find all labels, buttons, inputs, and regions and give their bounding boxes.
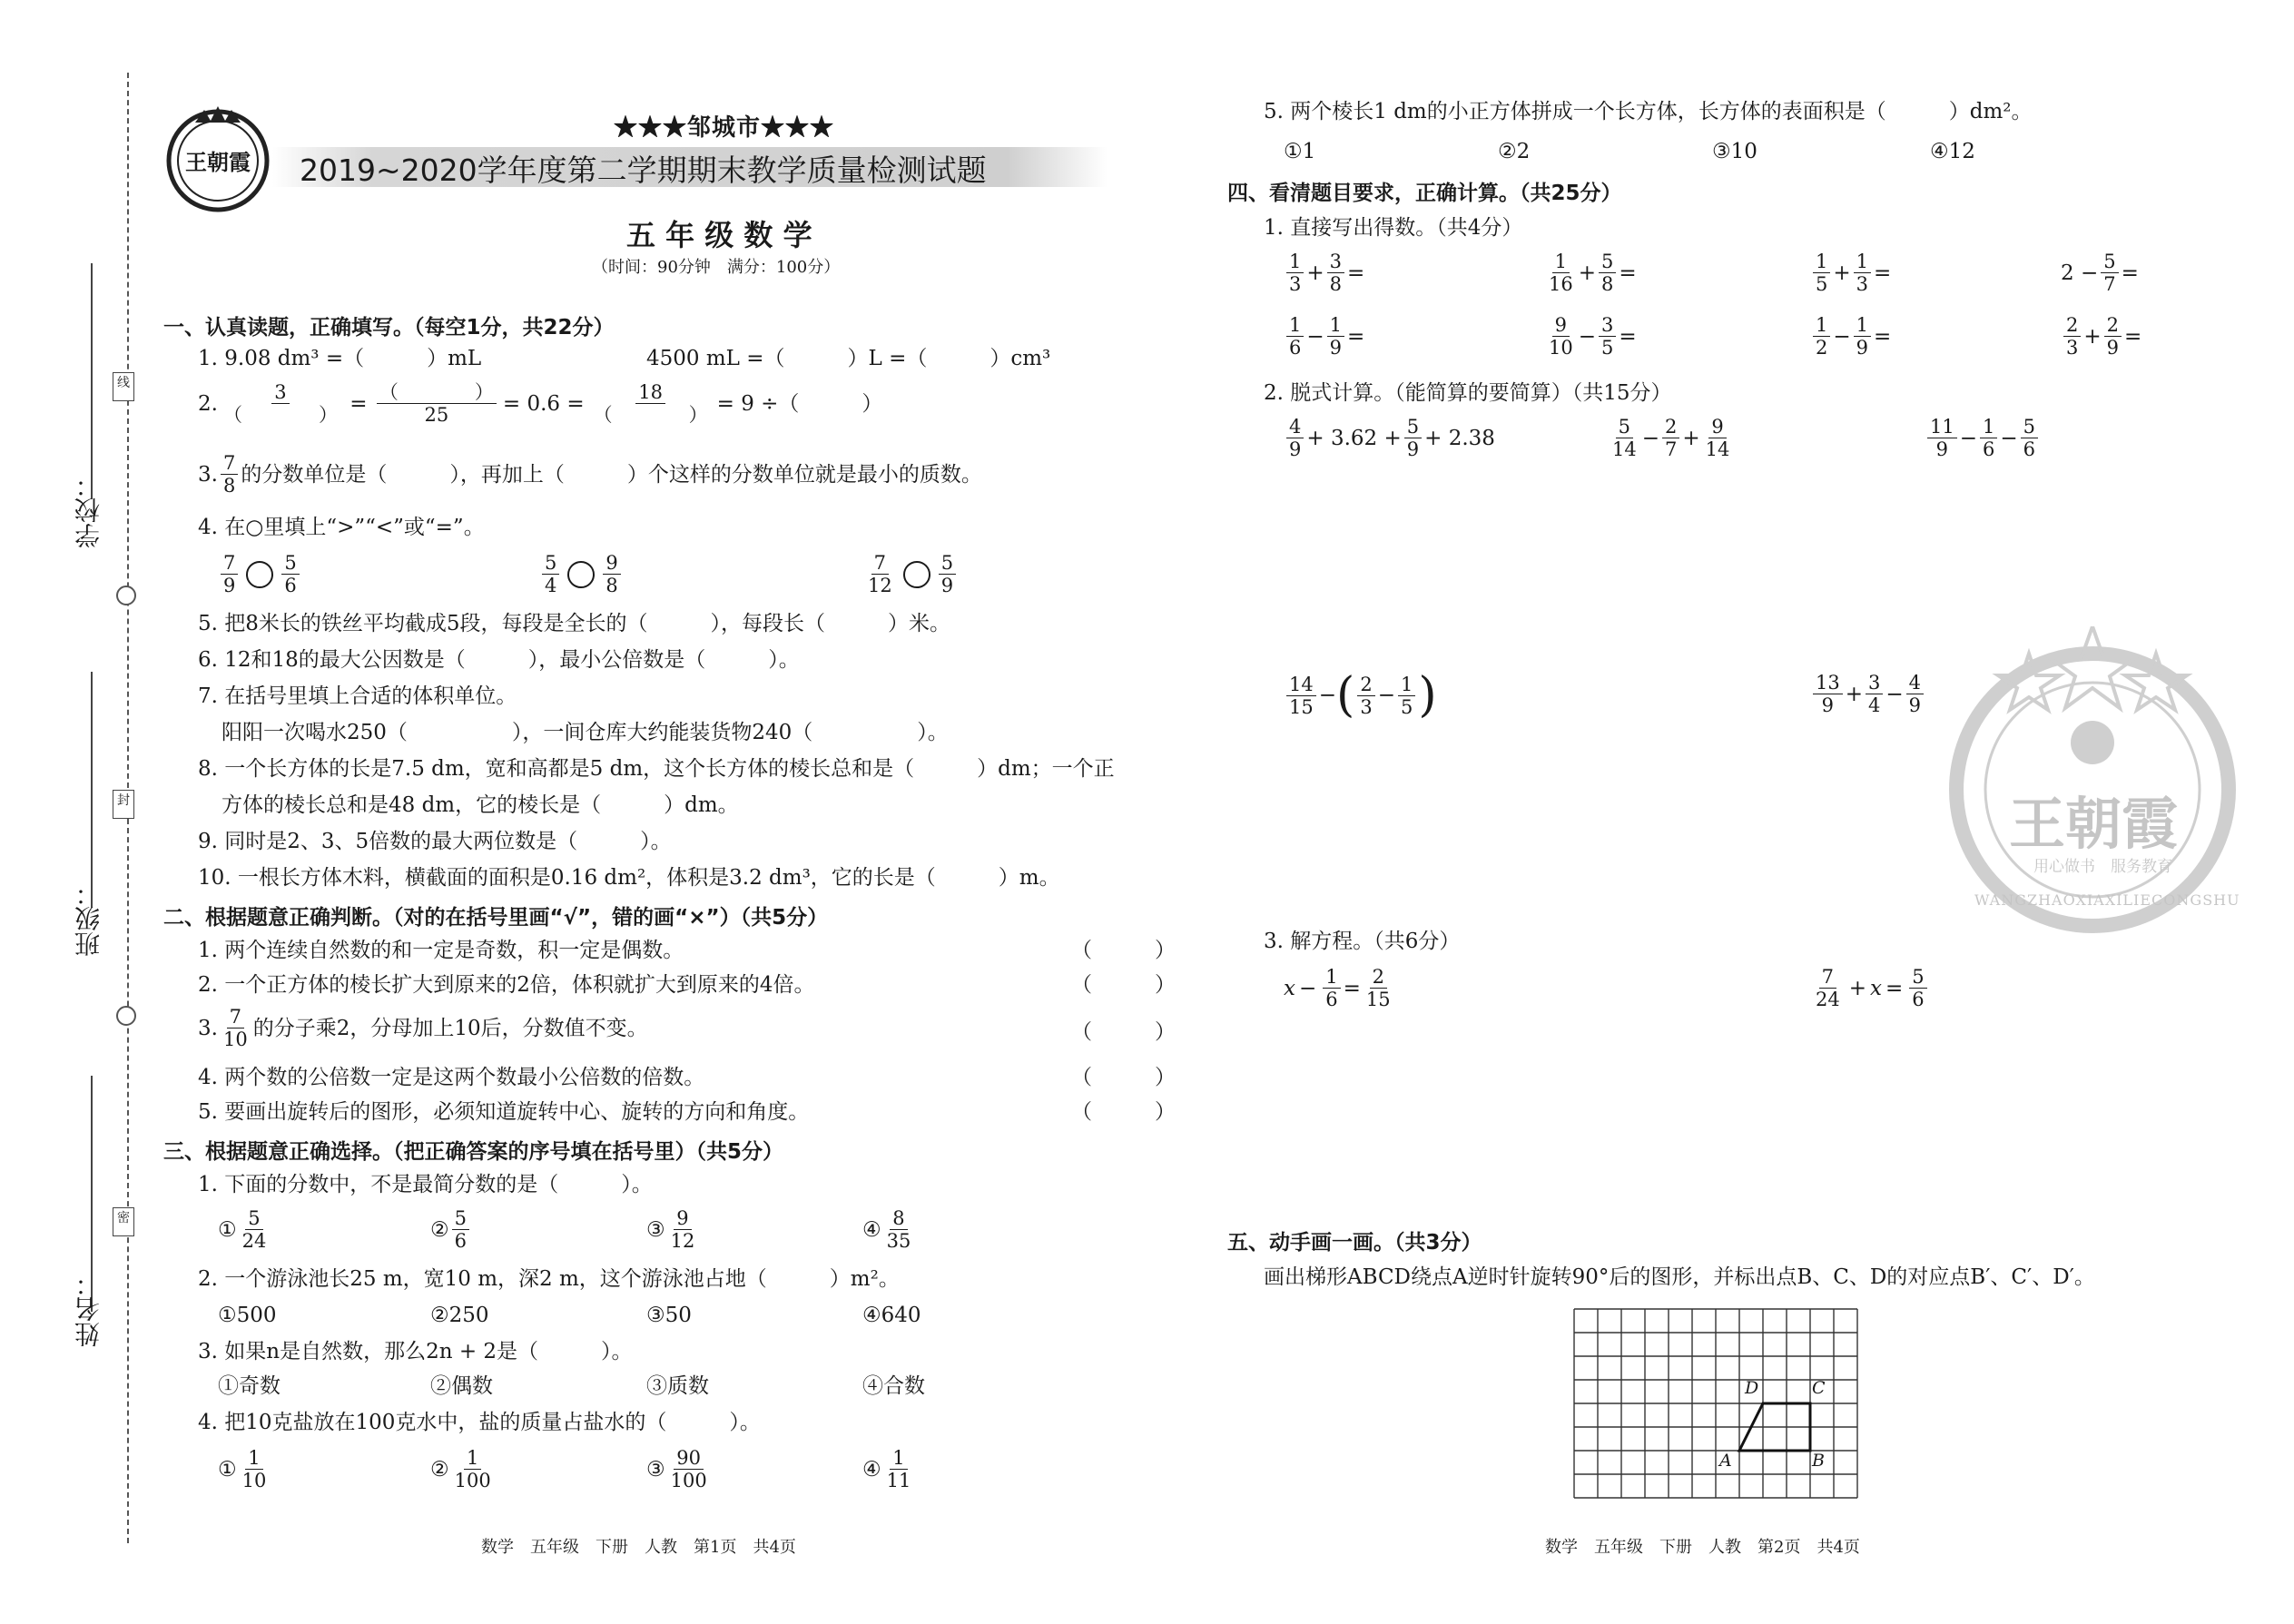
- op: +: [1682, 426, 1700, 450]
- header-city: ★★★邹城市★★★: [614, 114, 835, 142]
- s3-q3-opt-4[interactable]: ④合数: [862, 1374, 925, 1398]
- opt-mark: ③: [646, 1217, 665, 1242]
- s1-q1a: 1. 9.08 dm³ =（ ）mL: [198, 347, 482, 370]
- s1-q4-item-1: [218, 552, 302, 596]
- op: −: [1833, 324, 1851, 349]
- den: 11: [886, 1470, 911, 1491]
- seal-box-mi: 密: [113, 1207, 134, 1236]
- s5-instruction: 画出梯形ABCD绕点A逆时针旋转90°后的图形，并标出点B、C、D的对应点B′、C′、D′。: [1264, 1265, 2095, 1289]
- exam-subject: 五 年 级 数 学: [626, 218, 812, 252]
- s2-q3-bracket[interactable]: （ ）: [1071, 1020, 1176, 1044]
- den: 100: [670, 1470, 707, 1491]
- op: −: [1578, 324, 1597, 349]
- watermark-ring-text: WANGZHAOXIAXILIECONGSHU: [1974, 891, 2240, 909]
- s3-q4-opt-4[interactable]: [862, 1447, 916, 1491]
- num: 9: [674, 1207, 691, 1230]
- num: 5: [245, 1207, 262, 1230]
- op: +: [1845, 682, 1864, 706]
- opt-mark: ②: [430, 1217, 449, 1242]
- s3-q2-opt-3[interactable]: ③50: [646, 1304, 692, 1327]
- section-1-title: 一、认真读题，正确填写。（每空1分，共22分）: [163, 316, 615, 340]
- s1-q7: 7. 在括号里填上合适的体积单位。: [198, 684, 517, 708]
- s2-q4: 4. 两个数的公倍数一定是这两个数最小公倍数的倍数。: [198, 1066, 705, 1089]
- s2-q5-bracket[interactable]: （ ）: [1071, 1100, 1176, 1124]
- point-label-a: A: [1719, 1451, 1732, 1471]
- section-3-title: 三、根据题意正确选择。（把正确答案的序号填在括号里）（共5分）: [163, 1140, 784, 1164]
- exam-meta: （时间：90分钟 满分：100分）: [592, 258, 841, 277]
- s3-q5-opt-4[interactable]: ④12: [1930, 140, 1975, 163]
- den: 35: [886, 1230, 911, 1252]
- num: 3: [271, 381, 289, 404]
- den: 4: [545, 575, 557, 596]
- op: −: [2000, 426, 2018, 450]
- opt-mark: ②: [430, 1457, 449, 1481]
- step-calc-5: $\frac{13}{9}$ + $\frac{3}{4}$ − $\frac{4}{9}$: [1810, 672, 1926, 716]
- binding-hole-icon: [116, 1006, 136, 1026]
- footer-left: 数学 五年级 下册 人教 第1页 共4页: [481, 1538, 796, 1557]
- op: −: [1641, 426, 1660, 450]
- opt-mark: ④: [862, 1217, 881, 1242]
- op: =: [1347, 324, 1365, 349]
- num: 1: [464, 1447, 481, 1470]
- num: 7: [227, 1006, 244, 1029]
- op: −: [1959, 426, 1978, 450]
- s1-q2-frac2: [377, 381, 497, 426]
- s1-q2-frac1: [221, 381, 340, 426]
- num: 9: [603, 552, 620, 575]
- op: ): [1418, 668, 1437, 723]
- s1-q6: 6. 12和18的最大公因数是（ ），最小公倍数是（ ）。: [198, 648, 800, 672]
- s2-q1: 1. 两个连续自然数的和一定是奇数，积一定是偶数。: [198, 939, 684, 962]
- op: =: [2121, 261, 2139, 285]
- op: + 2.38: [1424, 426, 1495, 450]
- den: 6: [454, 1230, 467, 1252]
- point-label-b: B: [1812, 1451, 1825, 1471]
- op: −: [1377, 684, 1395, 707]
- s1-q2-mid: = 0.6 =: [502, 391, 585, 416]
- op: −: [1298, 976, 1317, 1000]
- den: 100: [454, 1470, 491, 1491]
- s3-q3-opt-3[interactable]: ③质数: [646, 1374, 709, 1398]
- calc-8: $\frac{2}{3}$ + $\frac{2}{9}$ =: [2061, 314, 2141, 359]
- calc-7: $\frac{1}{2}$ − $\frac{1}{9}$ =: [1810, 314, 1891, 359]
- s3-q1-opt-1[interactable]: [218, 1207, 271, 1252]
- s1-q2-tail: = 9 ÷（ ）: [716, 391, 883, 416]
- op: =: [1619, 324, 1637, 349]
- s2-q3-prefix: 3.: [198, 1016, 218, 1040]
- den: 24: [241, 1230, 267, 1252]
- calc-3: $\frac{1}{5}$ + $\frac{1}{3}$ =: [1810, 251, 1891, 295]
- var-x: x: [1284, 976, 1295, 1000]
- op: =: [2124, 324, 2142, 349]
- num: 5: [281, 552, 299, 575]
- calc-4: 2 − $\frac{5}{7}$ =: [2061, 251, 2139, 295]
- den: 12: [868, 575, 892, 596]
- s1-q2-frac3: [591, 381, 711, 426]
- compare-circle-icon[interactable]: [903, 561, 930, 588]
- seal-box-feng: 封: [113, 790, 134, 819]
- step-calc-3: $\frac{11}{9}$ − $\frac{1}{6}$ − $\frac{5}{6}$: [1925, 416, 2041, 460]
- s3-q4-opt-3[interactable]: [646, 1447, 713, 1491]
- op: −: [1318, 684, 1337, 707]
- s1-q8b: 方体的棱长总和是48 dm，它的棱长是（ ）dm。: [222, 793, 739, 817]
- opt-mark: ①: [218, 1217, 237, 1242]
- opt-mark: ③: [646, 1457, 665, 1481]
- step-calc-2: $\frac{5}{14}$ − $\frac{2}{7}$ + $\frac{9}{14}$: [1612, 416, 1730, 460]
- s1-q1b: 4500 mL =（ ）L =（ ）cm³: [646, 347, 1051, 370]
- footer-right: 数学 五年级 下册 人教 第2页 共4页: [1545, 1538, 1860, 1557]
- step-calc-4: $\frac{14}{15}$ − ( $\frac{2}{3}$ − $\frac{1}{5}$ ): [1284, 672, 1437, 719]
- equation-2: $\frac{7}{24}$ + x = $\frac{5}{6}$: [1810, 966, 1930, 1010]
- s1-q10: 10. 一根长方体木料，横截面的面积是0.16 dm²，体积是3.2 dm³，它的长是（ ）m。: [198, 866, 1060, 890]
- op: =: [1343, 976, 1361, 1000]
- op: −: [1885, 682, 1904, 706]
- op: =: [1885, 976, 1904, 1000]
- s2-q2-bracket[interactable]: （ ）: [1071, 973, 1176, 997]
- den: 10: [241, 1470, 267, 1491]
- num: 7: [871, 552, 889, 575]
- den: 12: [670, 1230, 695, 1252]
- s3-q2-opt-2[interactable]: ②250: [430, 1304, 489, 1327]
- s3-q4-opt-2[interactable]: [430, 1447, 497, 1491]
- s1-q3-text: 的分数单位是（ ），再加上（ ）个这样的分数单位就是最小的质数。: [241, 462, 982, 487]
- s1-q5: 5. 把8米长的铁丝平均截成5段，每段是全长的（ ），每段长（ ）米。: [198, 612, 951, 635]
- watermark-slogan: 用心做书 服务教育: [2033, 858, 2172, 876]
- den: （ ）: [593, 404, 708, 426]
- s2-q5: 5. 要画出旋转后的图形，必须知道旋转中心、旋转的方向和角度。: [198, 1100, 810, 1124]
- section-5-title: 五、动手画一画。（共3分）: [1227, 1231, 1482, 1255]
- class-underline: [91, 672, 93, 908]
- op: +: [1848, 976, 1867, 1000]
- op: +: [1578, 261, 1597, 285]
- s2-q2: 2. 一个正方体的棱长扩大到原来的2倍，体积就扩大到原来的4倍。: [198, 973, 815, 997]
- s3-q1-opt-4[interactable]: [862, 1207, 916, 1252]
- s1-q3: [198, 452, 982, 497]
- grid-svg[interactable]: [1569, 1305, 1868, 1505]
- op: −: [1306, 324, 1324, 349]
- den: 8: [605, 575, 618, 596]
- point-label-d: D: [1745, 1378, 1759, 1398]
- s2-q1-bracket[interactable]: （ ）: [1071, 939, 1176, 962]
- op: =: [1874, 324, 1892, 349]
- calc-5: $\frac{1}{6}$ − $\frac{1}{9}$ =: [1284, 314, 1364, 359]
- watermark-seal: [1938, 626, 2247, 935]
- compare-circle-icon[interactable]: [246, 561, 273, 588]
- name-label: 姓名：: [74, 1271, 103, 1347]
- num: 5: [939, 552, 956, 575]
- den: （ ）: [222, 404, 338, 426]
- s3-q5-opt-1[interactable]: ①1: [1284, 140, 1316, 163]
- s3-q2: 2. 一个游泳池长25 m，宽10 m，深2 m，这个游泳池占地（ ）m²。: [198, 1267, 900, 1291]
- s3-q3-opt-2[interactable]: ②偶数: [430, 1374, 493, 1398]
- s3-q1-opt-3[interactable]: [646, 1207, 700, 1252]
- s3-q4-opt-1[interactable]: [218, 1447, 271, 1491]
- s3-q3: 3. 如果n是自然数，那么2n + 2是（ ）。: [198, 1340, 633, 1363]
- den: 6: [284, 575, 297, 596]
- point-label-c: C: [1812, 1378, 1826, 1398]
- op: (: [1336, 668, 1355, 723]
- s3-q5: 5. 两个棱长1 dm的小正方体拼成一个长方体，长方体的表面积是（ ）dm²。: [1264, 100, 2033, 123]
- num: 7: [221, 452, 238, 475]
- num: （ ）: [377, 381, 497, 404]
- num: 5: [452, 1207, 469, 1230]
- drawing-grid[interactable]: [1569, 1305, 1868, 1505]
- num: 5: [542, 552, 559, 575]
- s3-q5-opt-2[interactable]: ②2: [1498, 140, 1531, 163]
- binding-hole-icon: [116, 586, 136, 605]
- s1-q3-frac: [221, 452, 238, 497]
- s1-q7b: 阳阳一次喝水250（ ），一间仓库大约能装货物240（ ）。: [222, 721, 949, 744]
- num: 1: [245, 1447, 262, 1470]
- den: 8: [222, 475, 236, 497]
- s3-q1: 1. 下面的分数中，不是最简分数的是（ ）。: [198, 1173, 653, 1196]
- s3-q5-opt-3[interactable]: ③10: [1712, 140, 1757, 163]
- num: 18: [635, 381, 665, 404]
- op: +: [1833, 261, 1851, 285]
- calc-6: $\frac{9}{10}$ − $\frac{3}{5}$ =: [1549, 314, 1637, 359]
- s2-q3: [198, 1006, 648, 1050]
- num: 90: [674, 1447, 704, 1470]
- calc-2: $\frac{1}{16}$ + $\frac{5}{8}$ =: [1549, 251, 1637, 295]
- s1-q2-prefix: 2.: [198, 391, 218, 416]
- step-calc-1: $\frac{4}{9}$ + 3.62 + $\frac{5}{9}$ + 2.38: [1284, 416, 1495, 460]
- op: + 3.62 +: [1306, 426, 1402, 450]
- s3-q1-opt-2[interactable]: [430, 1207, 472, 1252]
- header-logo: [163, 104, 272, 213]
- op: =: [1347, 261, 1365, 285]
- section-2-title: 二、根据题意正确判断。（对的在括号里画“√”，错的画“×”）（共5分）: [163, 906, 829, 930]
- opt-mark: ④: [862, 1457, 881, 1481]
- s1-q2: 2. $\frac{3}{( )}$ = $\frac{( )}{25}$ = 0.6 = $\frac{18}{( )}$ = 9 ÷（ ）: [198, 381, 883, 426]
- den: 9: [940, 575, 954, 596]
- s3-q3-opt-1[interactable]: ①奇数: [218, 1374, 281, 1398]
- s2-q3-text: 的分子乘2，分母加上10后，分数值不变。: [252, 1016, 648, 1040]
- num: 1: [890, 1447, 907, 1470]
- s2-q4-bracket[interactable]: （ ）: [1071, 1066, 1176, 1089]
- s1-q4-item-2: [539, 552, 624, 596]
- var-x: x: [1870, 976, 1882, 1000]
- num: 7: [221, 552, 238, 575]
- s3-q4: 4. 把10克盐放在100克水中，盐的质量占盐水的（ ）。: [198, 1411, 761, 1434]
- seal-box-line: 线: [113, 372, 134, 401]
- s3-q2-opt-4[interactable]: ④640: [862, 1304, 921, 1327]
- watermark-brand: 王朝霞: [2009, 791, 2179, 857]
- s1-q4-item-3: [862, 552, 959, 596]
- header-title: 2019~2020学年度第二学期期末教学质量检测试题: [300, 153, 987, 188]
- op: +: [2083, 324, 2102, 349]
- op: 2 −: [2061, 261, 2099, 285]
- s1-q8: 8. 一个长方体的长是7.5 dm，宽和高都是5 dm，这个长方体的棱长总和是（ ）dm；一个正: [198, 757, 1115, 781]
- school-underline: [91, 263, 93, 499]
- calc-1: $\frac{1}{3}$ + $\frac{3}{8}$ =: [1284, 251, 1364, 295]
- den: 9: [223, 575, 236, 596]
- den: 25: [424, 404, 449, 426]
- s3-q2-opt-1[interactable]: ①500: [218, 1304, 277, 1327]
- s1-q4: 4. 在○里填上“>”“<”或“=”。: [198, 516, 485, 539]
- opt-mark: ①: [218, 1457, 237, 1481]
- logo-text: 王朝霞: [185, 149, 251, 175]
- s1-q3-prefix: 3.: [198, 462, 218, 487]
- s1-q9: 9. 同时是2、3、5倍数的最大两位数是（ ）。: [198, 830, 672, 853]
- op: =: [1619, 261, 1637, 285]
- class-label: 班级：: [74, 881, 103, 957]
- s4-part-3: 3. 解方程。（共6分）: [1264, 930, 1461, 953]
- op: +: [1306, 261, 1324, 285]
- equation-1: x − $\frac{1}{6}$ = $\frac{2}{15}$: [1284, 966, 1391, 1010]
- s4-part-1: 1. 直接写出得数。（共4分）: [1264, 216, 1523, 240]
- school-label: 学校：: [74, 472, 103, 548]
- compare-circle-icon[interactable]: [567, 561, 595, 588]
- section-4-title: 四、看清题目要求，正确计算。（共25分）: [1227, 182, 1622, 205]
- den: 10: [222, 1029, 248, 1050]
- num: 8: [890, 1207, 907, 1230]
- s4-part-2: 2. 脱式计算。（能简算的要简算）（共15分）: [1264, 381, 1672, 405]
- op: =: [1874, 261, 1892, 285]
